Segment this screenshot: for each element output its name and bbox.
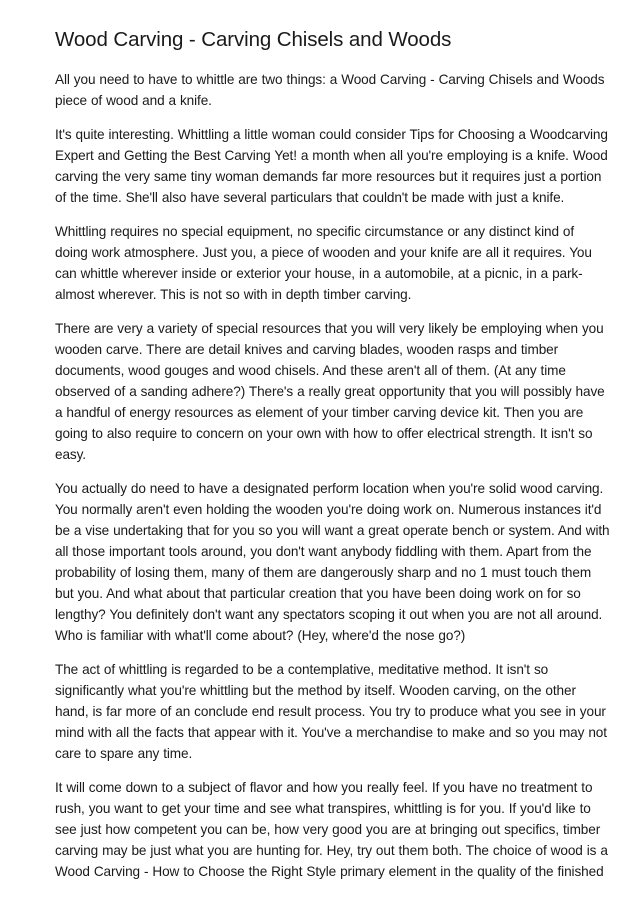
body-paragraph [55, 777, 608, 882]
text-line: lengthy? You definitely don't want any spectators scoping it out when you are not all around. [55, 607, 603, 622]
text-line: It will come down to a subject of flavor and how you really feel. If you have no treatment to [55, 780, 593, 795]
text-line: piece of wood and a knife. [55, 93, 212, 108]
text-line: observed of a sanding adhere?) There's a really great opportunity that you will possibly have [55, 384, 605, 399]
text-line: There are very a variety of special resources that you will very likely be employing when you [55, 321, 604, 336]
text-line: Expert and Getting the Best Carving Yet! a month when all you're employing is a knife. Wood [55, 148, 608, 163]
text-line: documents, wood gouges and wood chisels. And these aren't all of them. (At any time [55, 363, 566, 378]
text-line: The act of whittling is regarded to be a contemplative, meditative method. It isn't so [55, 662, 549, 677]
text-line: rush, you want to get your time and see what transpires, whittling is for you. If you'd like to [55, 801, 591, 816]
body-paragraph [55, 659, 607, 764]
document-body [55, 69, 610, 895]
text-line: Wood Carving - How to Choose the Right Style primary element in the quality of the finished [55, 864, 604, 879]
text-line: mind with all the facts that appear with it. You've a merchandise to make and so you may not [55, 725, 607, 740]
text-line: almost wherever. This is not so with in depth timber carving. [55, 287, 412, 302]
text-line: all those important tools around, you don't want anybody fiddling with them. Apart from the [55, 544, 592, 559]
text-line: Who is familiar with what'll come about? (Hey, where'd the nose go?) [55, 628, 466, 643]
text-line: easy. [55, 447, 86, 462]
text-line: significantly what you're whittling but the method by itself. Wooden carving, on the other [55, 683, 576, 698]
text-line: be a vise undertaking that for you so you will want a great operate bench or system. And with [55, 523, 610, 538]
page-title: Wood Carving - Carving Chisels and Woods [55, 28, 452, 51]
text-line: All you need to have to whittle are two things: a Wood Carving - Carving Chisels and Woods [55, 72, 605, 87]
body-paragraph [55, 221, 590, 305]
text-line: It's quite interesting. Whittling a little woman could consider Tips for Choosing a Woodcarving [55, 127, 608, 142]
body-paragraph [55, 318, 605, 465]
text-line: You actually do need to have a designated perform location when you're solid wood carving. [55, 481, 604, 496]
text-line: see just how competent you can be, how very good you are at bringing out specifics, timber [55, 822, 601, 837]
text-line: wooden carve. There are detail knives and carving blades, wooden rasps and timber [55, 342, 559, 357]
body-paragraph [55, 69, 605, 111]
text-line: doing work atmosphere. Just you, a piece of wooden and your knife are all it requires. You [55, 245, 592, 260]
text-line: hand, is far more of an conclude end result process. You try to produce what you see in your [55, 704, 606, 719]
text-line: a handful of energy resources as element of your timber carving device kit. Then you are [55, 405, 584, 420]
text-line: Whittling requires no special equipment, no specific circumstance or any distinct kind of [55, 224, 575, 239]
text-line: of the time. She'll also have several particulars that couldn't be made with just a knife. [55, 190, 565, 205]
body-paragraph [55, 478, 610, 646]
text-line: carving the very same tiny woman demands far more resources but it requires just a portion [55, 169, 602, 184]
text-line: going to also require to concern on your own with how to offer electrical strength. It isn't so [55, 426, 593, 441]
text-line: You normally aren't even holding the wooden you're doing work on. Numerous instances it'd [55, 502, 602, 517]
text-line: but you. And what about that particular creation that you have been doing work on for so [55, 586, 581, 601]
text-line: care to spare any time. [55, 746, 193, 761]
text-line: probability of losing them, many of them are dangerously sharp and no 1 must touch them [55, 565, 592, 580]
text-line: can whittle wherever inside or exterior your house, in a automobile, at a picnic, in a park- [55, 266, 583, 281]
body-paragraph [55, 124, 608, 208]
text-line: carving may be just what you are hunting for. Hey, try out them both. The choice of wood is a [55, 843, 608, 858]
